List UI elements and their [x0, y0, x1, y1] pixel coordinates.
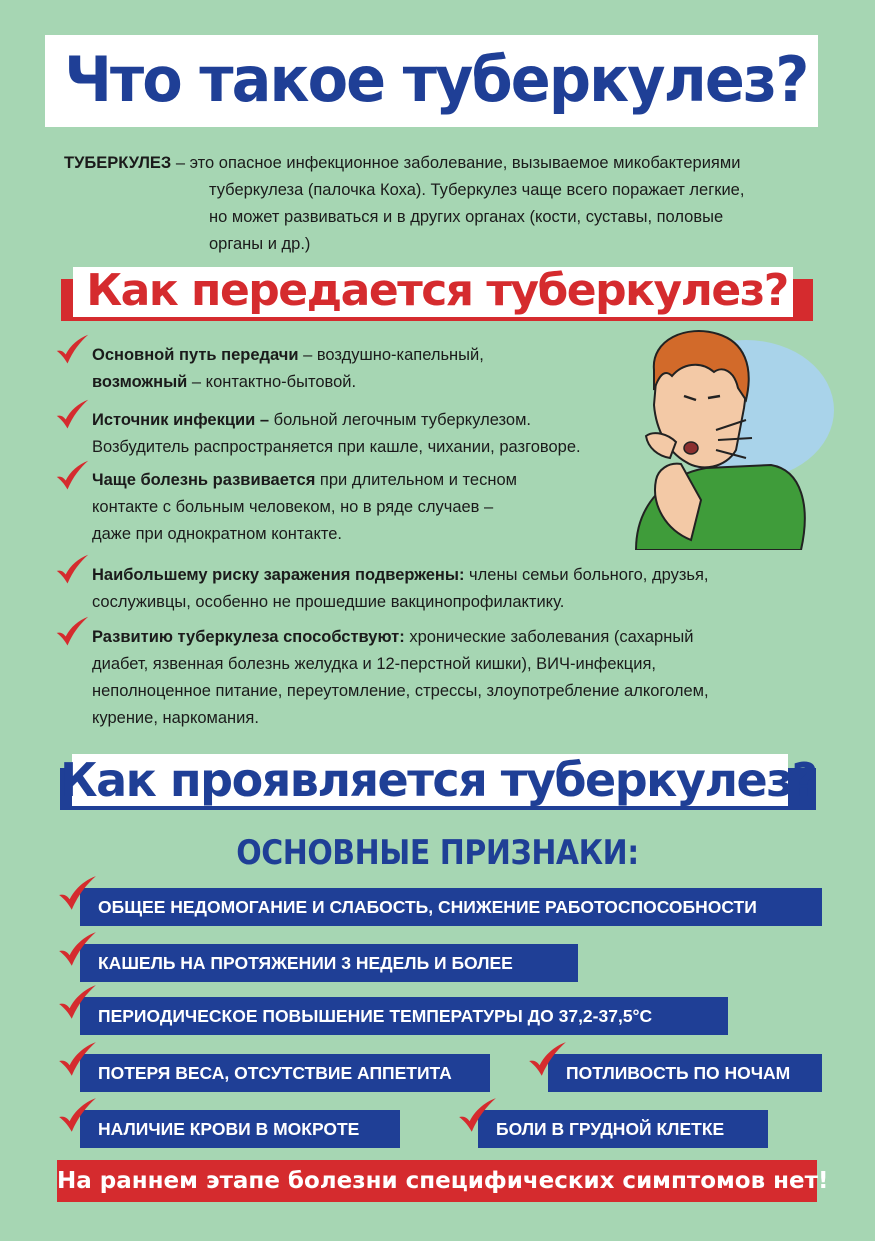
- symptom-bar: ПОТЕРЯ ВЕСА, ОТСУТСТВИЕ АППЕТИТА: [80, 1054, 490, 1092]
- symptom-bar: ПЕРИОДИЧЕСКОЕ ПОВЫШЕНИЕ ТЕМПЕРАТУРЫ ДО 37,2-37,5°С: [80, 997, 728, 1035]
- symptom-bar: КАШЕЛЬ НА ПРОТЯЖЕНИИ 3 НЕДЕЛЬ И БОЛЕЕ: [80, 944, 578, 982]
- symptom-bar: НАЛИЧИЕ КРОВИ В МОКРОТЕ: [80, 1110, 400, 1148]
- check-mark-icon: [56, 1096, 98, 1136]
- warning-banner: На раннем этапе болезни специфических симптомов нет!: [57, 1160, 817, 1202]
- check-mark-icon: [54, 398, 90, 432]
- symptom-bar: ОБЩЕЕ НЕДОМОГАНИЕ И СЛАБОСТЬ, СНИЖЕНИЕ РАБОТОСПОСОБНОСТИ: [80, 888, 822, 926]
- symptoms-heading: Как проявляется туберкулез?: [60, 753, 817, 807]
- transmission-heading: Как передается туберкулез?: [86, 265, 788, 316]
- check-mark-icon: [54, 615, 90, 649]
- intro-paragraph: [64, 150, 824, 258]
- check-mark-icon: [54, 553, 90, 587]
- intro-line-4: органы и др.): [209, 235, 311, 253]
- coughing-boy-illustration: [596, 330, 836, 550]
- check-mark-icon: [456, 1096, 498, 1136]
- intro-line-1: – это опасное инфекционное заболевание, вызываемое микобактериями: [171, 154, 741, 172]
- symptom-bar: ПОТЛИВОСТЬ ПО НОЧАМ: [548, 1054, 822, 1092]
- check-mark-icon: [56, 983, 98, 1023]
- page-title: Что такое туберкулез?: [64, 43, 808, 116]
- check-mark-icon: [54, 459, 90, 493]
- symptom-bar: БОЛИ В ГРУДНОЙ КЛЕТКЕ: [478, 1110, 768, 1148]
- check-mark-icon: [526, 1040, 568, 1080]
- list-item: Наибольшему риску заражения подвержены: члены семьи больного, друзья, сослуживцы, особенно не прошедшие вакцинопрофилактику.: [92, 566, 709, 611]
- list-item: Развитию туберкулеза способствуют: хронические заболевания (сахарный диабет, язвенная болезнь желудка и 12-перстной кишки), ВИЧ-инфекция, неполноценное питание, переутомление, стрессы, злоупотребление алкоголем, курение, наркомания.: [92, 628, 709, 727]
- check-mark-icon: [56, 874, 98, 914]
- intro-line-2: туберкулеза (палочка Коха). Туберкулез чаще всего поражает легкие,: [209, 181, 745, 199]
- intro-term: ТУБЕРКУЛЕЗ: [64, 154, 172, 172]
- signs-subheading: ОСНОВНЫЕ ПРИЗНАКИ:: [236, 833, 639, 873]
- check-mark-icon: [56, 930, 98, 970]
- intro-line-3: но может развиваться и в других органах (кости, суставы, половые: [209, 208, 724, 226]
- list-item: Чаще болезнь развивается при длительном и тесном контакте с больным человеком, но в ряде случаев – даже при однократном контакте.: [92, 471, 517, 543]
- list-item: Основной путь передачи – воздушно-капельный, возможный – контактно-бытовой.: [92, 346, 484, 391]
- check-mark-icon: [54, 333, 90, 367]
- list-item: Источник инфекции – больной легочным туберкулезом. Возбудитель распространяется при кашле, чихании, разговоре.: [92, 411, 581, 456]
- check-mark-icon: [56, 1040, 98, 1080]
